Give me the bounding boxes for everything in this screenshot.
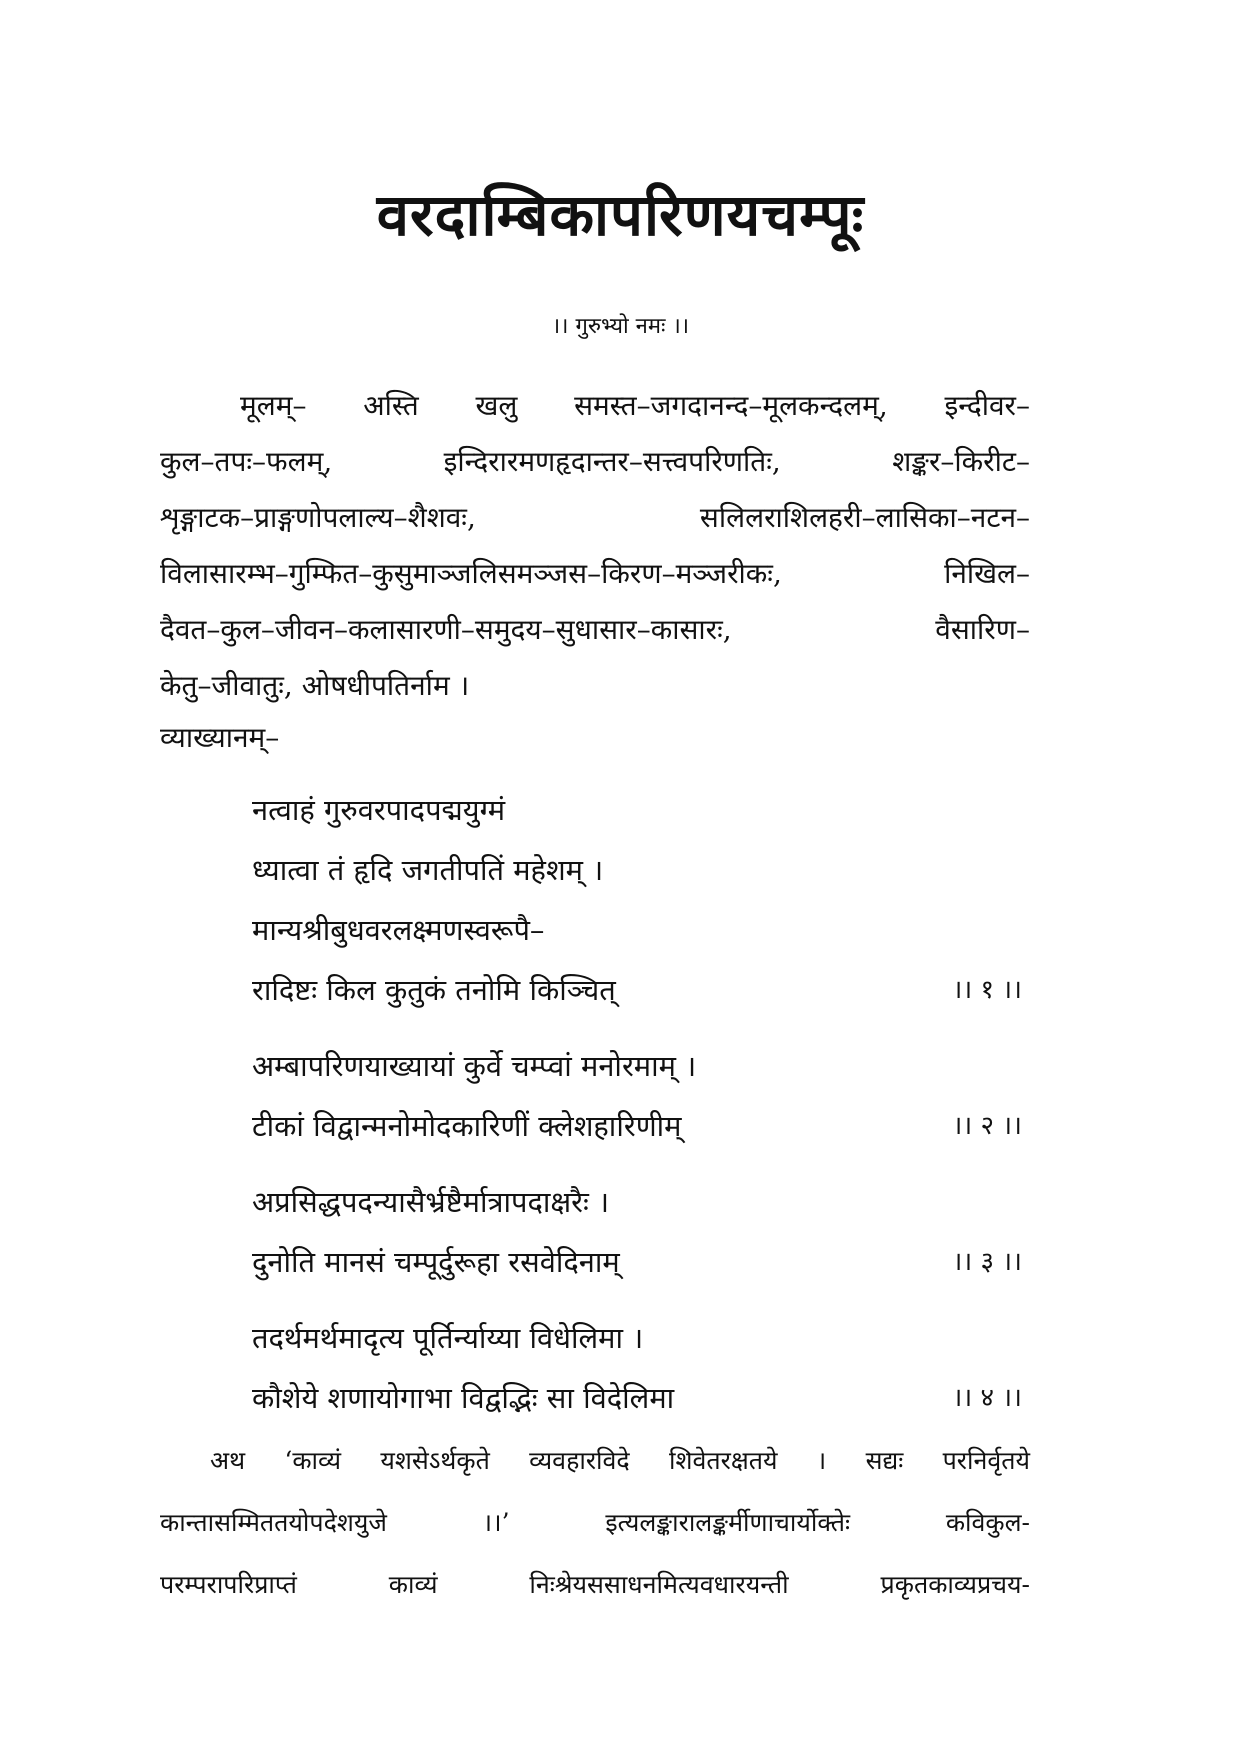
mulam-paragraph [160,378,1030,714]
verse-text: टीकां विद्वान्मनोमोदकारिणीं क्लेशहारिणीम् [252,1109,682,1143]
verse-number: ।। ३ ।। [952,1247,1022,1277]
verse-2 [252,1036,1022,1156]
verse-number: ।। २ ।। [952,1111,1022,1141]
commentary-paragraph [160,1430,1030,1616]
verse-text: मान्यश्रीबुधवरलक्ष्मणस्वरूपै– [252,913,545,947]
verse-text: नत्वाहं गुरुवरपादपद्मयुग्मं [252,793,506,827]
invocation-line: ।। गुरुभ्यो नमः ।। [551,314,690,339]
verse-line [252,1036,1022,1096]
verse-line [252,1368,1022,1428]
mulam-line: केतु–जीवातुः, ओषधीपतिर्नाम । [160,669,470,702]
page-title: वरदाम्बिकापरिणयचम्पूः [376,181,865,249]
verse-text: दुनोति मानसं चम्पूर्दुरूहा रसवेदिनाम् [252,1245,620,1279]
verse-4 [252,1308,1022,1428]
verse-number: ।। ४ ।। [952,1383,1022,1413]
verse-block [252,780,1022,1444]
verse-line [252,840,1022,900]
verse-number: ।। १ ।। [952,975,1022,1005]
verse-line [252,780,1022,840]
mulam-line: दैवत–कुल–जीवन–कलासारणी–समुदय–सुधासार–कासारः, वैसारिण– [160,613,1030,646]
verse-text: अप्रसिद्धपदन्यासैर्भ्रष्टैर्मात्रापदाक्षरैः । [252,1185,610,1219]
verse-line [252,1232,1022,1292]
commentary-line: परम्परापरिप्राप्तं काव्यं निःश्रेयससाधनमित्यवधारयन्ती प्रकृतकाव्यप्रचय- [160,1570,1030,1599]
verse-text: अम्बापरिणयाख्यायां कुर्वे चम्प्वां मनोरमाम् । [252,1049,697,1083]
verse-line [252,1172,1022,1232]
verse-3 [252,1172,1022,1292]
verse-line [252,1096,1022,1156]
verse-text: कौशेये शणायोगाभा विद्वद्भिः सा विदेलिमा [252,1381,675,1415]
mulam-line: विलासारम्भ–गुम्फित–कुसुमाञ्जलिसमञ्जस–किरण–मञ्जरीकः, निखिल– [160,557,1030,590]
commentary-line: अथ ‘काव्यं यशसेऽर्थकृते व्यवहारविदे शिवेतरक्षतये । सद्यः परनिर्वृतये [210,1446,1030,1475]
verse-text: ध्यात्वा तं हृदि जगतीपतिं महेशम् । [252,853,604,887]
mulam-line: मूलम्– अस्ति खलु समस्त–जगदानन्द–मूलकन्दलम्, इन्दीवर– [240,389,1030,422]
verse-line [252,1308,1022,1368]
commentary-line: कान्तासम्मिततयोपदेशयुजे ।।’ इत्यलङ्कारालङ्कर्मीणाचार्योक्तेः कविकुल- [160,1508,1030,1537]
mulam-line: कुल–तपः–फलम्, इन्दिरारमणहृदान्तर–सत्त्वपरिणतिः, शङ्कर–किरीट– [160,445,1030,478]
verse-text: तदर्थमर्थमादृत्य पूर्तिर्न्याय्या विधेलिमा । [252,1321,644,1355]
verse-1 [252,780,1022,1020]
verse-text: रादिष्टः किल कुतुकं तनोमि किञ्चित् [252,973,616,1007]
verse-line [252,900,1022,960]
mulam-line: शृङ्गाटक–प्राङ्गणोपलाल्य–शैशवः, सलिलराशिलहरी–लासिका–नटन– [160,501,1030,534]
verse-line [252,960,1022,1020]
vyakhya-heading: व्याख्यानम्– [160,721,280,754]
